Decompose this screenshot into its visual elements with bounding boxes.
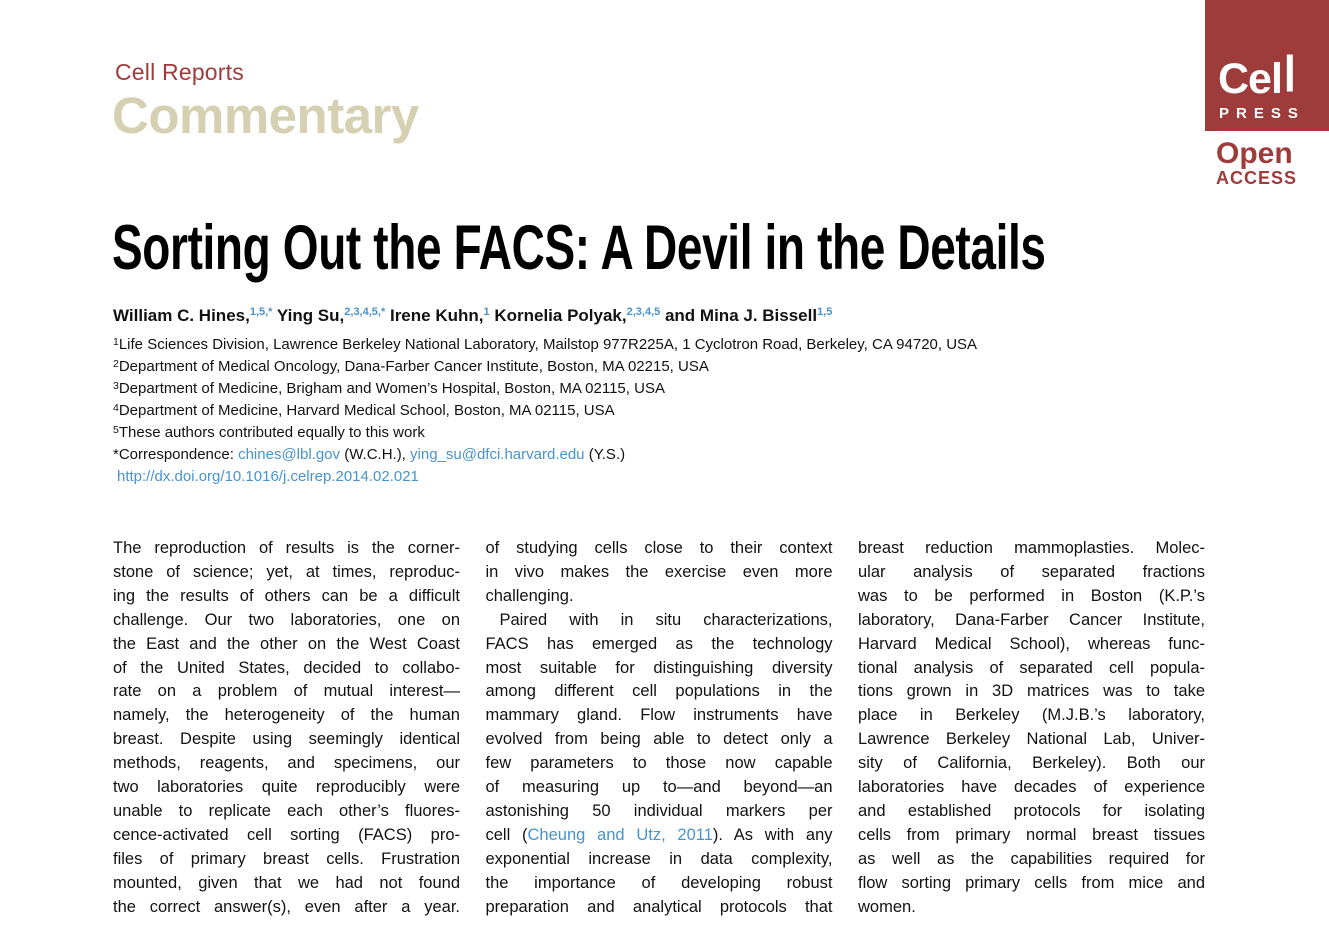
affiliation-line: $^5$These authors contributed equally to this work <box>113 424 425 441</box>
author-superscript: 2,3,4,5 <box>626 306 661 318</box>
body-line: place in Berkeley (M.J.B.’s laboratory, <box>858 706 1205 725</box>
body-line: rate on a problem of mutual interest— <box>113 682 460 701</box>
author-name: Irene Kuhn, <box>385 306 484 325</box>
body-line: stone of science; yet, at times, reproduc- <box>113 562 460 581</box>
author-line <box>113 304 832 328</box>
affiliation-line: $^2$Department of Medical Oncology, Dana-Farber Cancer Institute, Boston, MA 02215, USA <box>113 358 709 375</box>
body-line: two laboratories quite reproducibly were <box>113 778 460 797</box>
author-name: Kornelia Polyak, <box>489 306 627 325</box>
body-line: the East and the other on the West Coast <box>113 634 460 653</box>
body-line: mammary gland. Flow instruments have <box>485 706 833 725</box>
body-column-3 <box>858 537 1205 920</box>
author-superscript: 1,5,* <box>249 306 273 318</box>
author-name: and Mina J. Bissell <box>660 306 818 325</box>
body-line: files of primary breast cells. Frustration <box>113 849 460 868</box>
body-line: cence-activated cell sorting (FACS) pro- <box>113 825 460 844</box>
body-line: as well as the capabilities required for <box>858 849 1205 868</box>
body-line: Harvard Medical School), whereas func- <box>858 634 1205 653</box>
body-line: tions grown in 3D matrices was to take <box>858 682 1205 701</box>
article-title: Sorting Out the FACS: A Devil in the Details <box>112 213 1046 283</box>
body-line: sity of California, Berkeley). Both our <box>858 754 1205 773</box>
author-name: Ying Su, <box>272 306 345 325</box>
body-line: of the United States, decided to collabo- <box>113 658 460 677</box>
body-line: namely, the heterogeneity of the human <box>113 706 460 725</box>
body-line: methods, reagents, and specimens, our <box>113 754 460 773</box>
body-line: was to be performed in Boston (K.P.’s <box>858 586 1205 605</box>
press-label: PRESS <box>1219 105 1305 122</box>
body-line: exponential increase in data complexity, <box>485 849 833 868</box>
correspondence-line: *Correspondence: chines@lbl.gov (W.C.H.), ying_su@dfci.harvard.edu (Y.S.) <box>113 446 626 463</box>
body-line: and established protocols for isolating <box>858 801 1205 820</box>
cell-press-logo <box>1205 0 1329 131</box>
body-line: most suitable for distinguishing diversity <box>485 658 833 677</box>
body-line: laboratories have decades of experience <box>858 778 1205 797</box>
body-line: tional analysis of separated cell popula- <box>858 658 1205 677</box>
open-access-open-label: Open <box>1216 137 1293 170</box>
body-line: breast. Despite using seemingly identical <box>113 730 460 749</box>
email-link-1[interactable]: chines@lbl.gov <box>238 446 341 463</box>
body-line: cells from primary normal breast tissues <box>858 825 1205 844</box>
body-column-1 <box>113 537 460 920</box>
author-superscript: 1 <box>483 306 490 318</box>
body-line: challenge. Our two laboratories, one on <box>113 610 460 629</box>
body-line: women. <box>858 897 916 916</box>
body-line: unable to replicate each other’s fluores- <box>113 801 460 820</box>
body-line: Paired with in situ characterizations, <box>499 610 833 629</box>
body-line: mounted, given that we had not found <box>113 873 460 892</box>
affiliations-block <box>113 334 977 488</box>
author-name: William C. Hines, <box>113 306 250 325</box>
body-line: the correct answer(s), even after a year. <box>113 897 460 916</box>
body-line: The reproduction of results is the corner- <box>113 539 460 557</box>
citation-link[interactable]: Cheung and Utz, 2011 <box>527 825 713 844</box>
doi-link[interactable]: http://dx.doi.org/10.1016/j.celrep.2014.02.021 <box>117 468 419 485</box>
body-line: flow sorting primary cells from mice and <box>858 873 1205 892</box>
body-line: FACS has emerged as the technology <box>485 634 833 653</box>
body-line: astonishing 50 individual markers per <box>485 801 833 820</box>
affiliation-superscript: 2 <box>113 358 119 370</box>
doi-line <box>113 466 977 488</box>
body-line: breast reduction mammoplasties. Molec- <box>858 539 1205 557</box>
affiliation-line: $^1$Life Sciences Division, Lawrence Berkeley National Laboratory, Mailstop 977R225A, 1 Cyclotron Road, Berkeley, CA 94720, USA <box>113 336 978 353</box>
affiliation-superscript: 1 <box>113 336 119 348</box>
email-link-2[interactable]: ying_su@dfci.harvard.edu <box>410 446 585 463</box>
affiliation-superscript: 3 <box>113 380 119 392</box>
body-line: of measuring up to—and beyond—an <box>485 778 833 797</box>
affiliation-line: $^3$Department of Medicine, Brigham and Women’s Hospital, Boston, MA 02115, USA <box>113 380 665 397</box>
body-line: Lawrence Berkeley National Lab, Univer- <box>858 730 1205 749</box>
affiliation-superscript: 4 <box>113 402 119 414</box>
body-line: among different cell populations in the <box>485 682 833 701</box>
body-line: of studying cells close to their context <box>485 539 833 557</box>
body-line: laboratory, Dana-Farber Cancer Institute, <box>858 610 1205 629</box>
body-line: ular analysis of separated fractions <box>858 562 1205 581</box>
body-line: in vivo makes the exercise even more <box>485 562 833 581</box>
open-access-access-label: ACCESS <box>1216 168 1298 188</box>
body-line: few parameters to those now capable <box>485 754 833 773</box>
body-column-2 <box>486 537 833 920</box>
body-line: challenging. <box>485 586 574 605</box>
article-body <box>113 537 1205 920</box>
article-type-label: Commentary <box>112 87 419 144</box>
body-line: the importance of developing robust <box>485 873 833 892</box>
cell-logo-wordmark: Cell <box>1218 46 1295 104</box>
body-line: ing the results of others can be a difficult <box>113 586 460 605</box>
author-superscript: 1,5 <box>817 306 833 318</box>
author-superscript: 2,3,4,5,* <box>344 306 386 318</box>
journal-name: Cell Reports <box>115 59 244 85</box>
body-line: preparation and analytical protocols that <box>485 897 833 916</box>
affiliation-line: $^4$Department of Medicine, Harvard Medical School, Boston, MA 02115, USA <box>113 402 615 419</box>
body-line: evolved from being able to detect only a <box>485 730 833 749</box>
affiliation-superscript: 5 <box>113 424 119 436</box>
correspondence-label: *Correspondence: <box>113 446 239 463</box>
body-line: cell (Cheung and Utz, 2011). As with any <box>485 825 833 844</box>
